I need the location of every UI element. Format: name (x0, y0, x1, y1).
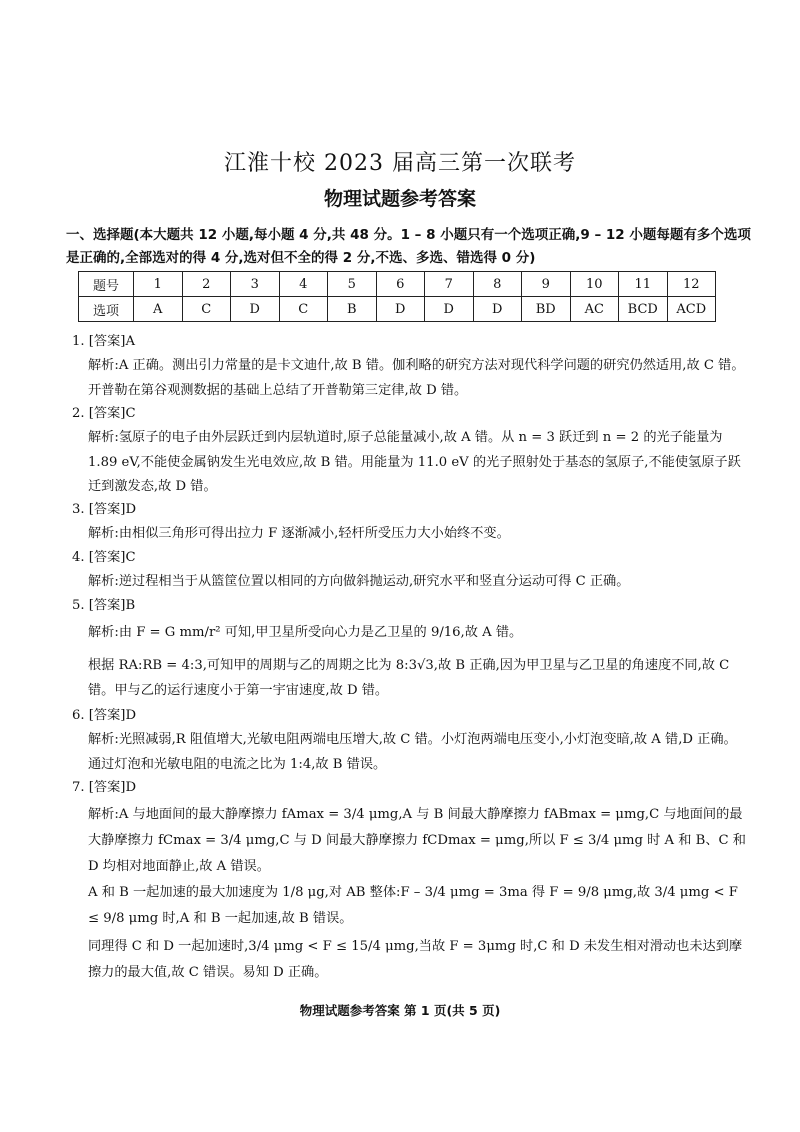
table-cell: 12 (667, 272, 716, 297)
exam-title: 江淮十校 2023 届高三第一次联考 (224, 151, 576, 176)
table-cell: 9 (522, 272, 571, 297)
answer-label-2: 2. [答案]C (72, 406, 136, 421)
table-cell: C (182, 297, 231, 322)
answer-label-4: 4. [答案]C (72, 550, 136, 565)
table-cell: 1 (134, 272, 183, 297)
table-cell: 3 (231, 272, 280, 297)
table-cell: 2 (182, 272, 231, 297)
answer-label-7: 7. [答案]D (72, 780, 137, 795)
table-cell: BCD (619, 297, 668, 322)
table-cell: C (279, 297, 328, 322)
table-cell: 11 (619, 272, 668, 297)
explanation-5-a: 解析:由 F = G mm/r² 可知,甲卫星所受向心力是乙卫星的 9/16,故 A 错。 (88, 625, 523, 640)
table-cell: 8 (473, 272, 522, 297)
explanation-4: 解析:逆过程相当于从篮筐位置以相同的方向做斜抛运动,研究水平和竖直分运动可得 C 正确。 (88, 574, 630, 589)
table-cell: 4 (279, 272, 328, 297)
answer-subtitle: 物理试题参考答案 (323, 188, 476, 210)
table-cell: BD (522, 297, 571, 322)
table-cell: 5 (328, 272, 377, 297)
answer-label-5: 5. [答案]B (72, 598, 136, 613)
explanation-6: 解析:光照减弱,R 阻值增大,光敏电阻两端电压增大,故 C 错。小灯泡两端电压变小,小灯泡变暗,故 A 错,D 正确。通过灯泡和光敏电阻的电流之比为 1:4,故 B 错误。 (88, 732, 737, 772)
table-cell: D (231, 297, 280, 322)
explanation-3: 解析:由相似三角形可得出拉力 F 逐渐减小,轻杆所受压力大小始终不变。 (88, 526, 510, 541)
answer-table (78, 271, 716, 322)
answer-label-1: 1. [答案]A (72, 334, 135, 349)
table-header-cell: 选项 (79, 297, 134, 322)
table-cell: 10 (570, 272, 619, 297)
table-cell: B (328, 297, 377, 322)
table-cell: 6 (376, 272, 425, 297)
table-cell: 7 (425, 272, 474, 297)
explanation-7-a: 解析:A 与地面间的最大静摩擦力 fAmax = 3/4 μmg,A 与 B 间最大静摩擦力 fABmax = μmg,C 与地面间的最大静摩擦力 fCmax = 3/4 μmg,C 与 D 间最大静摩擦力 fCDmax = μmg,所以 F ≤ 3/4 μmg 时 A 和 B、C 和 D 均相对地面静止,故 A 错误。 (88, 807, 746, 874)
answer-label-3: 3. [答案]D (72, 502, 137, 517)
table-cell: AC (570, 297, 619, 322)
table-cell: D (473, 297, 522, 322)
answer-label-6: 6. [答案]D (72, 708, 137, 723)
table-cell: D (425, 297, 474, 322)
table-row-numbers (79, 272, 716, 297)
section-heading: 一、选择题(本大题共 12 小题,每小题 4 分,共 48 分。1 – 8 小题只有一个选项正确,9 – 12 小题每题有多个选项是正确的,全部选对的得 4 分,选对但不全的得 2 分,不选、多选、错选得 0 分) (66, 227, 751, 266)
table-row-answers (79, 297, 716, 322)
explanation-7-c: 同理得 C 和 D 一起加速时,3/4 μmg < F ≤ 15/4 μmg,当故 F = 3μmg 时,C 和 D 未发生相对滑动也未达到摩擦力的最大值,故 C 错误。易知 D 正确。 (88, 939, 743, 980)
explanation-7-b: A 和 B 一起加速的最大加速度为 1/8 μg,对 AB 整体:F – 3/4 μmg = 3ma 得 F = 9/8 μmg,故 3/4 μmg < F ≤ 9/8 μmg 时,A 和 B 一起加速,故 B 错误。 (88, 885, 738, 926)
page-footer: 物理试题参考答案 第 1 页(共 5 页) (299, 1003, 501, 1018)
table-header-cell: 题号 (79, 272, 134, 297)
explanation-5-b: 根据 RA:RB = 4:3,可知甲的周期与乙的周期之比为 8:3√3,故 B 正确,因为甲卫星与乙卫星的角速度不同,故 C 错。甲与乙的运行速度小于第一宇宙速度,故 D 错。 (88, 658, 730, 698)
explanation-2: 解析:氢原子的电子由外层跃迁到内层轨道时,原子总能量减小,故 A 错。从 n = 3 跃迁到 n = 2 的光子能量为 1.89 eV,不能使金属钠发生光电效应,故 B 错。用能量为 11.0 eV 的光子照射处于基态的氢原子,不能使氢原子跃迁到激发态,故 D 错。 (88, 430, 741, 494)
explanation-1: 解析:A 正确。测出引力常量的是卡文迪什,故 B 错。伽利略的研究方法对现代科学问题的研究仍然适用,故 C 错。开普勒在第谷观测数据的基础上总结了开普勒第三定律,故 D 错。 (88, 358, 745, 398)
table-cell: A (134, 297, 183, 322)
table-cell: ACD (667, 297, 716, 322)
table-cell: D (376, 297, 425, 322)
